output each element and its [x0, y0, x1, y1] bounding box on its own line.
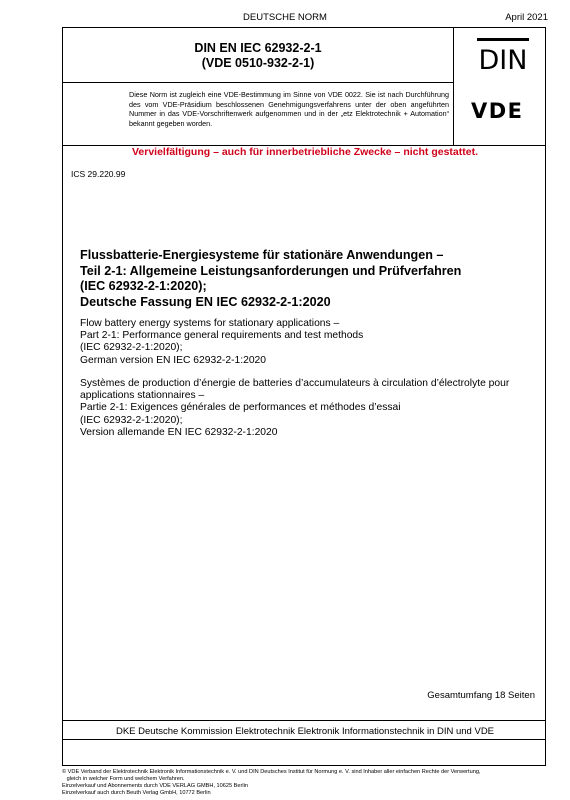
title-french-line: Systèmes de production d’énergie de batteries d’accumulateurs à circulation d’électrolyte pour	[80, 378, 510, 389]
title-german-line: Flussbatterie-Energiesysteme für stationäre Anwendungen –	[80, 248, 444, 262]
standard-number-din: DIN EN IEC 62932-2-1	[194, 41, 322, 55]
title-page-frame	[62, 27, 546, 766]
committee-bottom-divider	[63, 739, 545, 740]
footer-line: gleich in welcher Form und welchem Verfahren.	[62, 776, 185, 782]
title-french-line: (IEC 62932-2-1:2020);	[80, 414, 183, 426]
number-divider	[63, 82, 453, 83]
vde-logo: VDE	[471, 99, 524, 123]
standard-number	[63, 41, 453, 71]
vde-note: Diese Norm ist zugleich eine VDE-Bestimmung im Sinne von VDE 0022. Sie ist nach Durchführung des vom VDE-Präsidium beschlossenen Genehmigungsverfahrens unter der oben angeführten Nummer in das VDE-Vorschriftenwerk aufgenommen und in der „etz Elektrotechnik + Automation“ bekannt gegeben worden.	[129, 90, 449, 128]
din-logo-text: DIN	[478, 45, 528, 76]
title-french-line: Version allemande EN IEC 62932-2-1:2020	[80, 426, 278, 438]
footer-line: © VDE Verband der Elektrotechnik Elektronik Informationstechnik e. V. und DIN Deutsches Institut für Normung e. V. sind Inhaber aller einfachen Rechte der Verwertung,	[62, 769, 481, 775]
title-french-line: applications stationnaires –	[80, 390, 205, 402]
title-english	[80, 318, 540, 367]
title-english-line: (IEC 62932-2-1:2020);	[80, 342, 183, 354]
copy-warning: Vervielfältigung – auch für innerbetriebliche Zwecke – nicht gestattet.	[131, 146, 478, 158]
title-english-line: German version EN IEC 62932-2-1:2020	[80, 354, 267, 366]
ics-code: ICS 29.220.99	[71, 169, 126, 179]
publication-date: April 2021	[505, 12, 548, 23]
committee-name: DKE Deutsche Kommission Elektrotechnik Elektronik Informationstechnik in DIN und VDE	[115, 726, 495, 737]
title-german-line: Teil 2-1: Allgemeine Leistungsanforderungen und Prüfverfahren	[80, 263, 462, 278]
logo-column-divider	[453, 28, 454, 145]
din-logo	[473, 36, 533, 76]
title-english-line: Part 2-1: Performance general requirements and test methods	[80, 330, 364, 342]
title-french-line: Partie 2-1: Exigences générales de performances et méthodes d’essai	[80, 402, 401, 414]
footer-line: Einzelverkauf auch durch Beuth Verlag GmbH, 10772 Berlin	[62, 790, 211, 796]
title-german-line: Deutsche Fassung EN IEC 62932-2-1:2020	[80, 294, 331, 309]
total-pages: Gesamtumfang 18 Seiten	[427, 690, 535, 701]
document-type-label: DEUTSCHE NORM	[243, 12, 327, 23]
title-french	[80, 378, 546, 439]
title-german-line: (IEC 62932-2-1:2020);	[80, 279, 207, 293]
committee-top-divider	[63, 720, 545, 721]
footer-line: Einzelverkauf und Abonnements durch VDE VERLAG GMBH, 10625 Berlin	[62, 783, 248, 789]
title-english-line: Flow battery energy systems for stationary applications –	[80, 318, 340, 329]
title-german	[80, 248, 540, 310]
standard-number-vde: (VDE 0510-932-2-1)	[201, 56, 315, 70]
copyright-footer	[62, 769, 481, 797]
